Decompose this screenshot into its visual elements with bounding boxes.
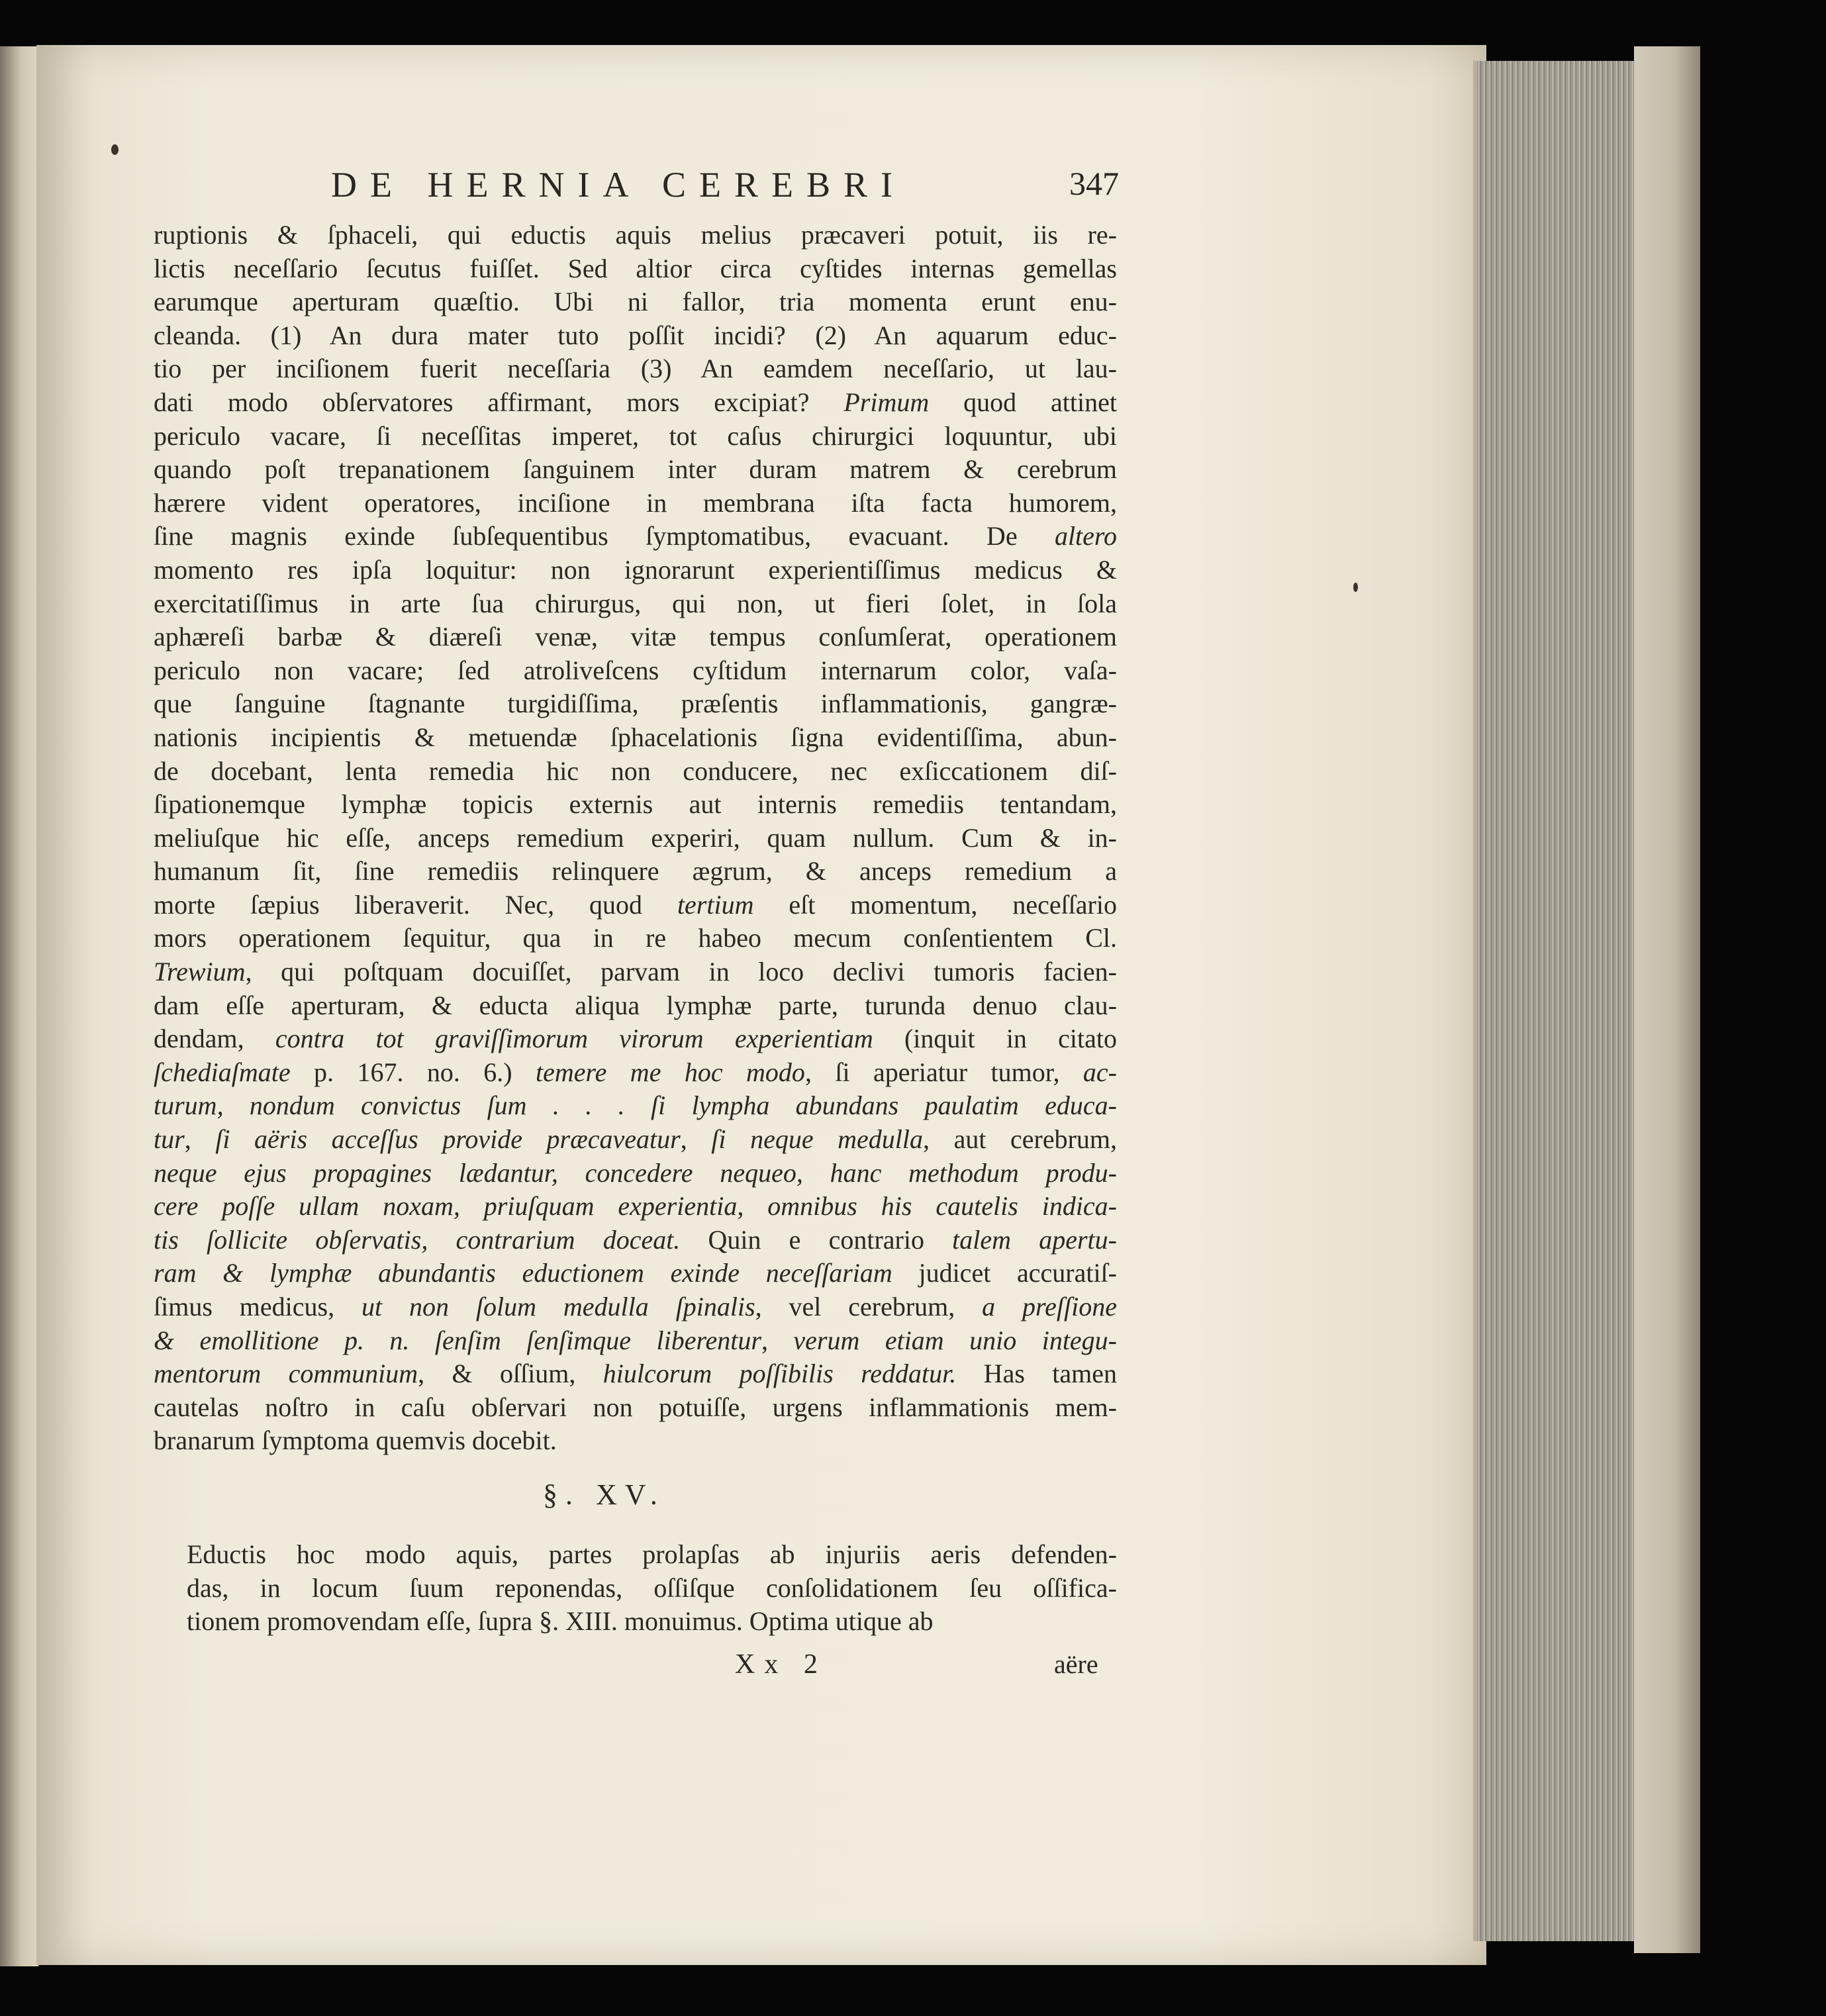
- text-segment: cleanda. (1) An dura mater tuto poſſit incidi? (2) An aquarum educ-: [154, 320, 1117, 350]
- text-line: [154, 1089, 1117, 1123]
- text-segment: , aut cerebrum,: [923, 1124, 1118, 1155]
- text-segment: morte ſæpius liberaverit. Nec, quod: [154, 889, 677, 920]
- running-head-title: DE HERNIA CEREBRI: [331, 165, 906, 205]
- text-line: [154, 687, 1117, 721]
- text-segment: dendam,: [154, 1024, 275, 1054]
- cover-edge: [1634, 46, 1700, 1953]
- text-segment: de docebant, lenta remedia hic non conducere, nec exſiccationem diſ-: [154, 755, 1117, 786]
- italic-text: turum, nondum convictus ſum . . . ſi lympha abundans paulatim educa-: [154, 1090, 1117, 1121]
- text-segment: humanum ſit, ſine remediis relinquere ægrum, & anceps remedium a: [154, 856, 1117, 887]
- running-head: [156, 164, 1119, 217]
- text-segment: que ſanguine ſtagnante turgidiſſima, præſentis inflammationis, gangræ-: [154, 689, 1117, 719]
- text-line: [154, 855, 1117, 888]
- text-segment: judicet accuratiſ-: [892, 1258, 1117, 1288]
- text-segment: das, in locum ſuum reponendas, oſſiſque conſolidationem ſeu oſſifica-: [187, 1572, 1117, 1603]
- left-page-edge: [0, 46, 38, 1966]
- text-segment: dati modo obſervatores affirmant, mors excipiat?: [154, 387, 844, 417]
- body-paragraph-2: [187, 1538, 1117, 1639]
- italic-text: tur: [154, 1124, 185, 1155]
- ink-spot: [1353, 583, 1358, 592]
- text-segment: periculo non vacare; ſed atroliveſcens cyſtidum internarum color, vaſa-: [154, 655, 1117, 685]
- italic-text: ſchediaſmate: [154, 1057, 291, 1087]
- italic-text: a preſſione: [982, 1292, 1117, 1321]
- text-line: [154, 654, 1117, 688]
- text-segment: Eductis hoc modo aquis, partes prolapſas ab injuriis aeris defenden-: [187, 1539, 1117, 1569]
- text-segment: , qui poſtquam docuiſſet, parvam in loco declivi tumoris facien-: [245, 957, 1117, 987]
- text-segment: cautelas noſtro in caſu obſervari non potuiſſe, urgens inflammationis mem-: [154, 1392, 1117, 1422]
- text-segment: eſt momentum, neceſſario: [753, 889, 1117, 920]
- signature-mark: Xx 2: [735, 1649, 827, 1680]
- text-line: [154, 218, 1117, 252]
- text-segment: Quin e contrario: [680, 1224, 953, 1255]
- text-line: [187, 1572, 1117, 1606]
- text-segment: quando poſt trepanationem ſanguinem inter duram matrem & cerebrum: [154, 454, 1117, 485]
- italic-text: talem apertu-: [952, 1224, 1117, 1255]
- text-line: [154, 989, 1117, 1023]
- text-segment: ,: [761, 1325, 794, 1355]
- italic-text: verum etiam unio integu-: [793, 1325, 1117, 1355]
- italic-text: temere me hoc modo: [536, 1057, 805, 1087]
- text-segment: , & oſſium,: [418, 1359, 603, 1389]
- text-segment: quod attinet: [929, 387, 1117, 417]
- text-segment: meliuſque hic eſſe, anceps remedium experiri, quam nullum. Cum & in-: [154, 822, 1117, 853]
- text-line: [154, 352, 1117, 386]
- italic-text: contra tot graviſſimorum virorum experientiam: [275, 1024, 873, 1054]
- text-line: [154, 1391, 1117, 1425]
- body-paragraph-1: [154, 218, 1117, 1458]
- text-segment: hærere vident operatores, inciſione in membrana iſta facta humorem,: [154, 487, 1117, 518]
- text-line: [154, 319, 1117, 353]
- text-segment: nationis incipientis & metuendæ ſphacelationis ſigna evidentiſſima, abun-: [154, 722, 1117, 752]
- text-segment: , ſi aperiatur tumor,: [804, 1057, 1083, 1087]
- text-line: [154, 755, 1117, 789]
- italic-text: neque ejus propagines lædantur, concedere nequeo, hanc methodum produ-: [154, 1157, 1117, 1188]
- italic-text: mentorum communium: [154, 1359, 418, 1389]
- text-line: [154, 788, 1117, 822]
- text-line: [154, 1224, 1117, 1257]
- text-line: [154, 1324, 1117, 1358]
- text-segment: ,: [680, 1124, 712, 1155]
- text-segment: ſine magnis exinde ſubſequentibus ſymptomatibus, evacuant. De: [154, 521, 1055, 552]
- italic-text: ram & lymphæ abundantis eductionem exinde neceſſariam: [154, 1258, 892, 1288]
- text-line: [154, 955, 1117, 989]
- text-line: [187, 1538, 1117, 1572]
- text-segment: tionem promovendam eſſe, ſupra §. XIII. monuimus. Optima utique ab: [187, 1606, 934, 1637]
- text-line: [154, 453, 1117, 487]
- text-line: [154, 420, 1117, 454]
- text-segment: (inquit in citato: [873, 1024, 1118, 1054]
- text-segment: ſipationemque lymphæ topicis externis aut internis remediis tentandam,: [154, 789, 1117, 820]
- text-segment: p. 167. no. 6.): [290, 1057, 536, 1087]
- text-line: [154, 888, 1117, 922]
- text-segment: tio per inciſionem fuerit neceſſaria (3) An eamdem neceſſario, ut lau-: [154, 354, 1117, 384]
- italic-text: tertium: [677, 889, 754, 920]
- text-line: [187, 1605, 1117, 1639]
- text-segment: ,: [184, 1124, 216, 1155]
- text-segment: ruptionis & ſphaceli, qui eductis aquis melius præcaveri potuit, iis re-: [154, 220, 1117, 250]
- italic-text: ut non ſolum medulla ſpinalis: [361, 1292, 755, 1321]
- text-segment: Has tamen: [956, 1359, 1117, 1389]
- text-segment: dam eſſe aperturam, & educta aliqua lymphæ parte, turunda denuo clau-: [154, 990, 1117, 1020]
- ink-spot: [111, 144, 119, 155]
- text-segment: mors operationem ſequitur, qua in re habeo mecum conſentientem Cl.: [154, 923, 1117, 953]
- text-line: [154, 386, 1117, 420]
- text-line: [154, 822, 1117, 855]
- text-line: [154, 1022, 1117, 1056]
- text-segment: exercitatiſſimus in arte ſua chirurgus, qui non, ut fieri ſolet, in ſola: [154, 588, 1117, 618]
- text-line: [154, 252, 1117, 286]
- text-segment: lictis neceſſario ſecutus fuiſſet. Sed altior circa cyſtides internas gemellas: [154, 253, 1117, 283]
- italic-text: ſi neque medulla: [711, 1124, 924, 1155]
- text-line: [154, 285, 1117, 319]
- text-segment: periculo vacare, ſi neceſſitas imperet, tot caſus chirurgici loquuntur, ubi: [154, 420, 1117, 451]
- text-segment: branarum ſymptoma quemvis docebit.: [154, 1425, 557, 1456]
- text-segment: earumque aperturam quæſtio. Ubi ni fallor, tria momenta erunt enu-: [154, 287, 1117, 317]
- text-line: [154, 721, 1117, 755]
- text-line: [154, 1190, 1117, 1224]
- text-line: [154, 1424, 1117, 1458]
- italic-text: cere poſſe ullam noxam, priuſquam experientia, omnibus his cautelis indica-: [154, 1191, 1117, 1222]
- page-number: 347: [1069, 165, 1119, 202]
- italic-text: ſi aëris acceſſus provide præcaveatur: [215, 1124, 681, 1155]
- catchword: aëre: [1054, 1649, 1098, 1679]
- text-line: [154, 1157, 1117, 1190]
- text-segment: momento res ipſa loquitur: non ignorarunt experientiſſimus medicus &: [154, 554, 1117, 585]
- text-line: [154, 487, 1117, 520]
- italic-text: hiulcorum poſſibilis reddatur.: [602, 1359, 957, 1389]
- text-line: [154, 620, 1117, 654]
- italic-text: ac-: [1082, 1057, 1117, 1087]
- text-line: [154, 1123, 1117, 1157]
- text-line: [154, 1056, 1117, 1090]
- text-line: [154, 587, 1117, 621]
- italic-text: altero: [1054, 521, 1117, 552]
- text-line: [154, 1290, 1117, 1324]
- text-line: [154, 553, 1117, 587]
- text-segment: aphæreſi barbæ & diæreſi venæ, vitæ tempus conſumſerat, operationem: [154, 622, 1117, 652]
- italic-text: & emollitione p. n. ſenſim ſenſimque liberentur: [154, 1325, 761, 1355]
- text-segment: , vel cerebrum,: [755, 1292, 983, 1321]
- italic-text: Primum: [843, 387, 930, 417]
- text-segment: ſimus medicus,: [154, 1292, 361, 1321]
- italic-text: tis ſollicite obſervatis, contrarium doceat.: [154, 1224, 681, 1255]
- text-line: [154, 520, 1117, 553]
- text-line: [154, 1257, 1117, 1290]
- page-block-edges: [1473, 61, 1649, 1941]
- text-line: [154, 1357, 1117, 1391]
- section-heading: §. XV.: [543, 1478, 665, 1511]
- text-line: [154, 922, 1117, 955]
- italic-text: Trewium: [154, 957, 246, 987]
